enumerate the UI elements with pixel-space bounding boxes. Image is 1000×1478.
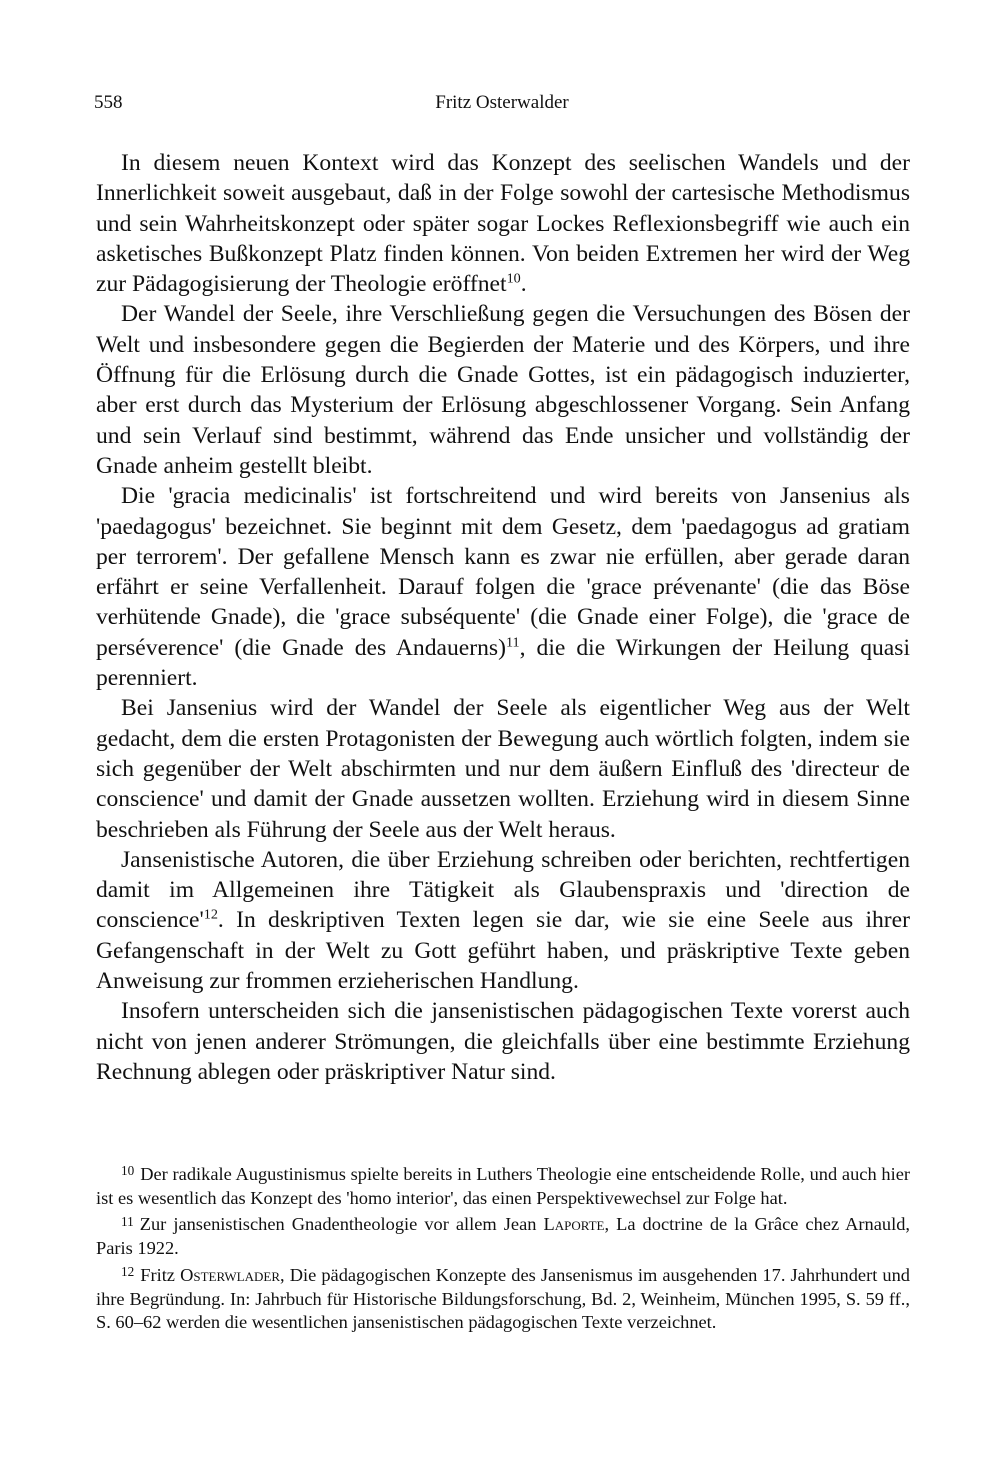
footnote: $^{10}$ Der radikale Augustinismus spielte bereits in Luthers Theologie eine entscheidende Rolle, und auch hier ist es wesentlich das Konzept des 'homo interior', das einen Perspektivewechsel zur Folge hat. (96, 1163, 910, 1208)
running-head: Fritz Osterwalder (435, 92, 569, 113)
paragraph: In diesem neuen Kontext wird das Konzept des seelischen Wandels und der Innerlichkeit soweit ausgebaut, daß in der Folge sowohl der cartesische Methodismus und sein Wahrheitskonzept oder später sogar Lockes Reflexionsbegriff wie auch ein asketisches Bußkonzept Platz finden können. Von beiden Extremen her wird der Weg zur Pädagogisierung der Theologie eröffnet$^{10}$. (96, 150, 910, 298)
footnote-number: 12 (121, 1264, 135, 1280)
footnote: $^{11}$ Zur jansenistischen Gnadentheologie vor allem Jean Laporte, La doctrine de la Grâce chez Arnauld, Paris 1922. (96, 1213, 910, 1259)
paragraph: Jansenistische Autoren, die über Erziehung schreiben oder berichten, rechtfertigen damit im Allgemeinen ihre Tätigkeit als Glaubenspraxis und 'direction de $conscience'^{12}$. In deskriptiven Texten legen sie dar, wie sie eine Seele aus ihrer Gefangenschaft in der Welt zu Gott geführt haben, und präskriptive Texte geben Anweisung zur frommen erzieherischen Handlung. (96, 846, 910, 995)
body-text (96, 148, 910, 1087)
paragraph: Der Wandel der Seele, ihre Verschließung gegen die Versuchungen des Bösen der Welt und insbesondere gegen die Begierden der Materie und des Körpers, und ihre Öffnung für die Erlösung durch die Gnade Gottes, ist ein pädagogisch induzierter, aber erst durch das Mysterium der Erlösung abgeschlossener Vorgang. Sein Anfang und sein Verlauf sind bestimmt, während das Ende unsicher und vollständig der Gnade anheim gestellt bleibt. (96, 301, 910, 479)
paragraph: Bei Jansenius wird der Wandel der Seele als eigentlicher Weg aus der Welt gedacht, dem die ersten Protagonisten der Bewegung auch wörtlich folgten, indem sie sich gegenüber der Welt abschirmten und nur dem äußern Einfluß des 'directeur de conscience' und damit der Gnade aussetzen wollten. Erziehung wird in diesem Sinne beschrieben als Führung der Seele aus der Welt heraus. (96, 695, 910, 843)
footnote-ref[interactable]: 10 (506, 270, 521, 287)
footnote: $^{12}$ Fritz Osterwlader, Die pädagogischen Konzepte des Jansenismus im ausgehenden 17. Jahrhundert und ihre Begründung. In: Jahrbuch für Historische Bildungsforschung, Bd. 2, Weinheim, München 1995, S. 59 ff., S. 60–62 werden die wesentlichen jansenistischen pädagogischen Texte verzeichnet. (96, 1264, 910, 1333)
page-header (94, 88, 910, 118)
author-name: Osterwlader (180, 1264, 281, 1285)
footnote-ref[interactable]: 12 (203, 906, 218, 923)
paragraph: Insofern unterscheiden sich die jansenistischen pädagogischen Texte vorerst auch nicht von jenen anderer Strömungen, die gleichfalls über eine bestimmte Erziehung Rechnung ablegen oder präskriptiver Natur sind. (96, 998, 910, 1085)
paragraph: Die 'gracia medicinalis' ist fortschreitend und wird bereits von Jansenius als 'paedagogus' bezeichnet. Sie beginnt mit dem Gesetz, dem 'paedagogus ad gratiam per terrorem'. Der gefallene Mensch kann es zwar nie erfüllen, aber gerade daran erfährt er seine Verfallenheit. Darauf folgen die 'grace prévenante' (die das Böse verhütende Gnade), die 'grace subséquente' (die Gnade einer Folge), die 'grace de perséverence' (die Gnade des Andauerns)$^{11}$, die die Wirkungen der Heilung quasi perenniert. (96, 483, 910, 692)
footnote-number: 10 (121, 1163, 135, 1179)
page-number: 558 (94, 92, 123, 113)
footnotes (96, 1163, 910, 1335)
footnote-ref[interactable]: 11 (505, 634, 520, 651)
author-name: Laporte (543, 1214, 605, 1235)
footnote-number: 11 (121, 1213, 134, 1229)
